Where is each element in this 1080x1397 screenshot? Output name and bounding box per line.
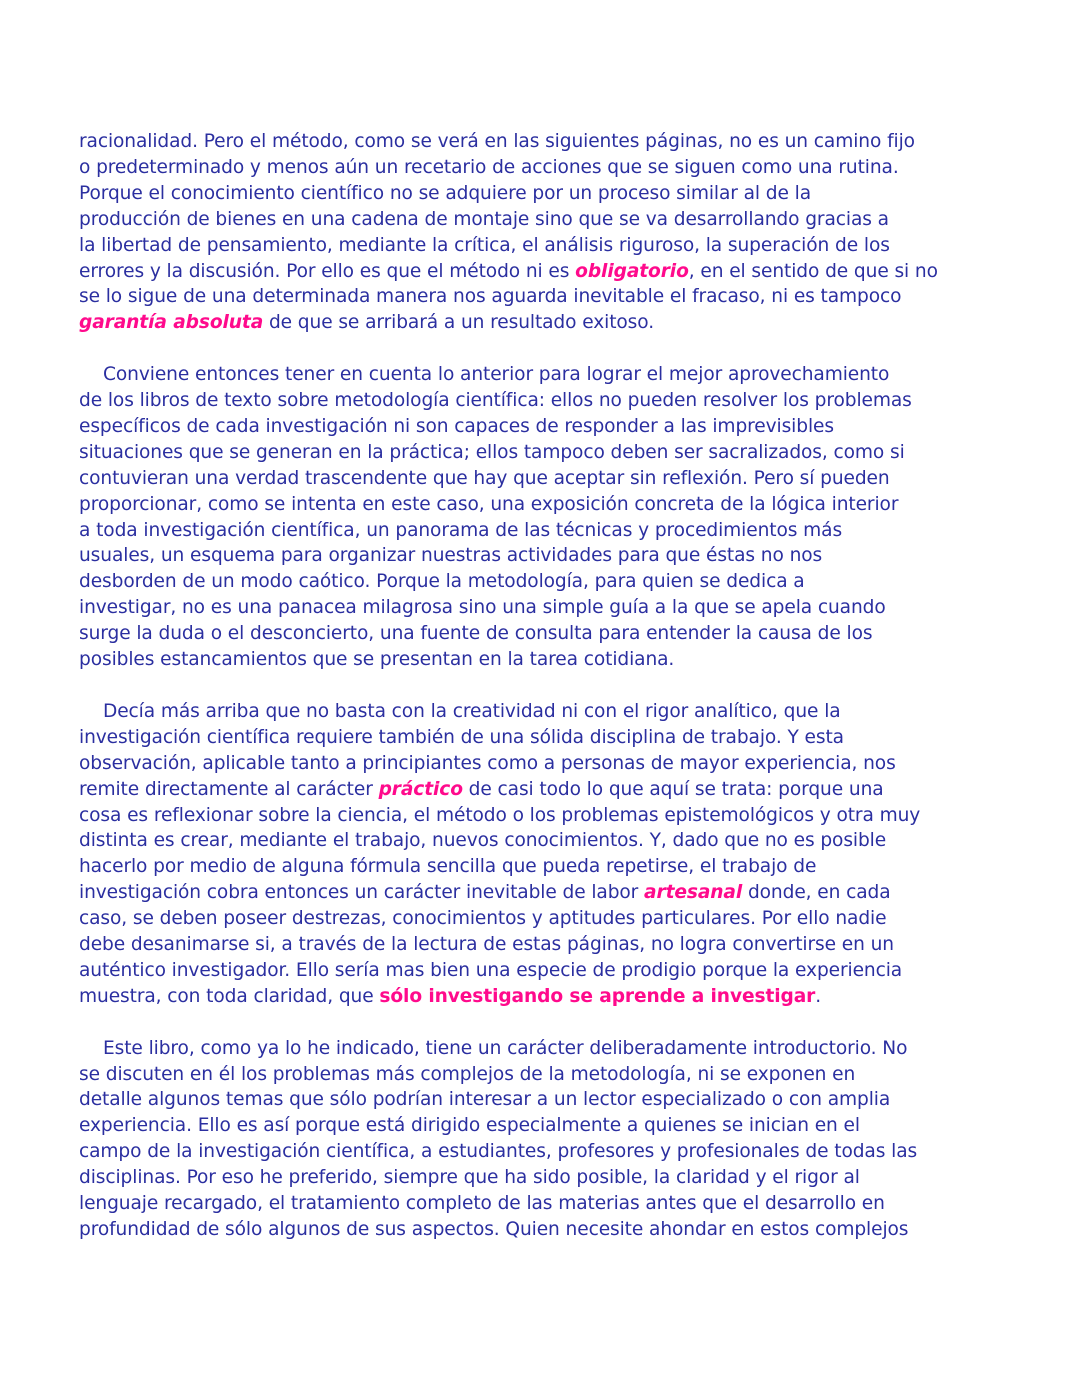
paragraph-3 [79,699,1019,1010]
text-line [79,1036,1019,1062]
highlighted-term: artesanal [644,882,743,904]
text-segment: profundidad de sólo algunos de sus aspectos. Quien necesite ahondar en estos complejos [79,1219,909,1241]
text-segment: , en el sentido de que si no [688,260,938,282]
text-segment: proporcionar, como se intenta en este caso, una exposición concreta de la lógica interior [79,493,899,515]
text-segment: racionalidad. Pero el método, como se verá en las siguientes páginas, no es un camino fijo [79,131,915,152]
highlighted-term: garantía absoluta [79,312,264,334]
text-line [79,1139,1019,1165]
text-segment: o predeterminado y menos aún un recetario de acciones que se siguen como una rutina. [79,156,899,178]
text-segment: Porque el conocimiento científico no se adquiere por un proceso similar al de la [79,182,811,204]
text-line [79,440,1019,466]
text-line [79,621,1019,647]
text-segment: disciplinas. Por eso he preferido, siempre que ha sido posible, la claridad y el rigor al [79,1167,860,1189]
text-segment: remite directamente al carácter [79,778,379,800]
text-line [79,725,1019,751]
text-line [79,595,1019,621]
text-segment: . [815,985,822,1007]
text-segment: hacerlo por medio de alguna fórmula sencilla que pueda repetirse, el trabajo de [79,856,817,878]
text-segment: a toda investigación científica, un panorama de las técnicas y procedimientos más [79,519,843,541]
text-line [79,647,1019,673]
text-segment: lenguaje recargado, el tratamiento completo de las materias antes que el desarrollo en [79,1193,885,1215]
text-segment: campo de la investigación científica, a estudiantes, profesores y profesionales de todas las [79,1141,918,1163]
text-segment: específicos de cada investigación ni son capaces de responder a las imprevisibles [79,415,834,437]
text-segment: desborden de un modo caótico. Porque la metodología, para quien se dedica a [79,571,805,593]
text-line [79,1062,1019,1088]
text-line [79,880,1019,906]
text-segment: Decía más arriba que no basta con la creatividad ni con el rigor analítico, que la [103,700,841,722]
text-line [79,699,1019,725]
text-segment: la libertad de pensamiento, mediante la crítica, el análisis riguroso, la superación de los [79,234,890,256]
text-segment: observación, aplicable tanto a principiantes como a personas de mayor experiencia, nos [79,752,896,774]
text-segment: debe desanimarse si, a través de la lectura de estas páginas, no logra convertirse en un [79,934,894,956]
text-line [79,751,1019,777]
text-line [79,1087,1019,1113]
text-line [79,803,1019,829]
text-segment: se discuten en él los problemas más complejos de la metodología, ni se exponen en [79,1063,856,1085]
paragraph-1 [79,129,1019,336]
text-line [79,569,1019,595]
text-segment: situaciones que se generan en la práctica; ellos tampoco deben ser sacralizados, como si [79,441,905,463]
text-segment: investigación cobra entonces un carácter inevitable de labor [79,882,645,904]
text-segment: experiencia. Ello es así porque está dirigido especialmente a quienes se inician en el [79,1115,860,1137]
text-segment: contuvieran una verdad trascendente que hay que aceptar sin reflexión. Pero sí pueden [79,467,890,489]
text-line [79,284,1019,310]
paragraph-4 [79,1036,1019,1243]
paragraph-2 [79,362,1019,673]
text-segment: investigar, no es una panacea milagrosa sino una simple guía a la que se apela cuando [79,597,886,619]
text-line [79,362,1019,388]
text-segment: investigación científica requiere también de una sólida disciplina de trabajo. Y esta [79,726,844,748]
text-line [79,906,1019,932]
text-line [79,259,1019,285]
text-segment: posibles estancamientos que se presentan en la tarea cotidiana. [79,649,675,671]
text-line [79,777,1019,803]
text-line [79,466,1019,492]
text-line [79,155,1019,181]
text-line [79,543,1019,569]
text-segment: de casi todo lo que aquí se trata: porque una [462,778,884,800]
text-segment: muestra, con toda claridad, que [79,985,380,1007]
text-line [79,932,1019,958]
text-segment: de que se arribará a un resultado exitoso. [263,312,655,334]
text-segment: errores y la discusión. Por ello es que el método ni es [79,260,576,282]
text-line [79,414,1019,440]
text-line [79,958,1019,984]
text-segment: Este libro, como ya lo he indicado, tiene un carácter deliberadamente introductorio. No [103,1037,908,1059]
text-line [79,129,1019,155]
text-line [79,233,1019,259]
text-line [79,518,1019,544]
highlighted-term: sólo investigando se aprende a investigar [379,985,816,1007]
text-line [79,388,1019,414]
text-segment: usuales, un esquema para organizar nuestras actividades para que éstas no nos [79,545,823,567]
text-segment: auténtico investigador. Ello sería mas bien una especie de prodigio porque la experiencia [79,959,903,981]
text-line [79,310,1019,336]
text-line [79,984,1019,1010]
text-segment: de los libros de texto sobre metodología científica: ellos no pueden resolver los problemas [79,390,912,412]
text-line [79,1165,1019,1191]
text-segment: detalle algunos temas que sólo podrían interesar a un lector especializado o con amplia [79,1089,891,1111]
highlighted-term: práctico [378,778,463,800]
text-line [79,181,1019,207]
text-line [79,1191,1019,1217]
text-line [79,1113,1019,1139]
text-line [79,854,1019,880]
text-segment: surge la duda o el desconcierto, una fuente de consulta para entender la causa de los [79,623,873,645]
text-line [79,1217,1019,1243]
text-segment: caso, se deben poseer destrezas, conocimientos y aptitudes particulares. Por ello nadie [79,908,887,930]
text-line [79,828,1019,854]
text-line [79,207,1019,233]
text-segment: Conviene entonces tener en cuenta lo anterior para lograr el mejor aprovechamiento [103,364,890,386]
document-body [79,129,1019,1269]
text-line [79,492,1019,518]
text-segment: donde, en cada [742,882,891,904]
text-segment: cosa es reflexionar sobre la ciencia, el método o los problemas epistemológicos y otra muy [79,804,921,826]
highlighted-term: obligatorio [575,260,689,282]
text-segment: distinta es crear, mediante el trabajo, nuevos conocimientos. Y, dado que no es posible [79,830,887,852]
text-segment: se lo sigue de una determinada manera nos aguarda inevitable el fracaso, ni es tampoco [79,286,902,308]
text-segment: producción de bienes en una cadena de montaje sino que se va desarrollando gracias a [79,208,889,230]
